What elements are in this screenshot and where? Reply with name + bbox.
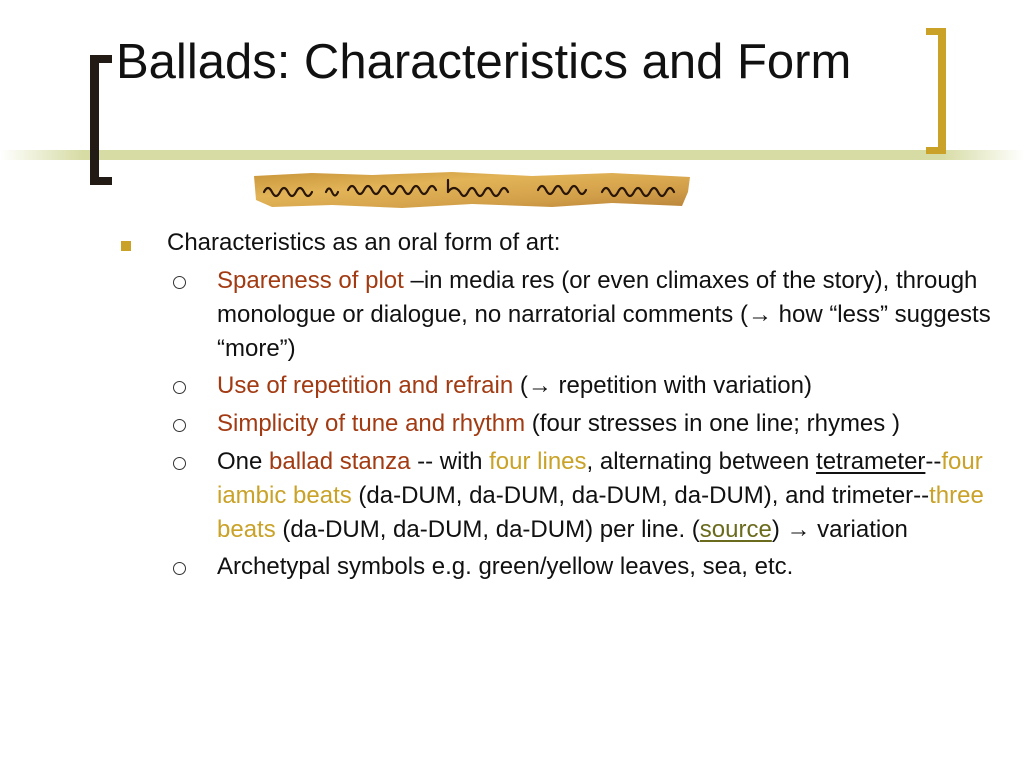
stanza-text-7: )	[771, 516, 787, 543]
sub-bullet-simplicity	[167, 407, 1010, 441]
stanza-text-4: --	[925, 448, 942, 475]
stanza-text-1: One	[217, 448, 270, 475]
sub-bullet-spareness	[167, 264, 1010, 366]
term-three-beats: three beats	[217, 482, 984, 543]
repetition-text: (	[513, 372, 528, 399]
term-simplicity: Simplicity of tune and rhythm	[217, 410, 526, 437]
stanza-text-2: -- with	[410, 448, 490, 475]
square-bullet-icon	[121, 241, 131, 251]
spareness-text-end: how “less” suggests “more”)	[217, 301, 991, 362]
manuscript-strip-image	[252, 170, 692, 210]
simplicity-text: (four stresses in one line; rhymes )	[525, 410, 900, 437]
repetition-text-end: repetition with variation)	[551, 372, 812, 399]
term-four-iambic-beats: four iambic beats	[217, 448, 983, 509]
circle-bullet-icon	[173, 562, 186, 575]
circle-bullet-icon	[173, 419, 186, 432]
term-spareness: Spareness of plot	[217, 267, 404, 294]
bullet-oral-form	[110, 226, 1010, 584]
title-rule	[0, 150, 1024, 160]
bullet-list	[110, 226, 1010, 584]
term-four-lines: four lines	[489, 448, 587, 475]
term-ballad-stanza: ballad stanza	[269, 448, 411, 475]
spareness-text: –in media res (or even climaxes of the story), through monologue or dialogue, no narratorial comments (	[217, 267, 978, 328]
term-repetition: Use of repetition and refrain	[217, 372, 514, 399]
stanza-text-6: (da-DUM, da-DUM, da-DUM) per line. (	[275, 516, 700, 543]
slide-body	[110, 226, 1010, 588]
sub-bullet-list	[167, 264, 1010, 584]
source-link[interactable]: source	[699, 516, 772, 543]
stanza-text-8: variation	[810, 516, 908, 543]
right-bracket-decoration	[926, 28, 946, 154]
term-tetrameter: tetrameter	[816, 448, 926, 475]
circle-bullet-icon	[173, 381, 186, 394]
left-bracket-decoration	[90, 55, 112, 185]
slide-title: Ballads: Characteristics and Form	[116, 35, 852, 89]
sub-bullet-archetypal	[167, 550, 1010, 584]
sub-bullet-repetition	[167, 369, 1010, 403]
right-arrow-icon: →	[527, 372, 552, 399]
right-arrow-icon: →	[747, 301, 772, 328]
archetypal-text: Archetypal symbols e.g. green/yellow leaves, sea, etc.	[217, 553, 794, 580]
sub-bullet-ballad-stanza	[167, 445, 1010, 547]
right-arrow-icon: →	[786, 516, 811, 543]
bullet-text: Characteristics as an oral form of art:	[167, 229, 561, 256]
stanza-text-3: , alternating between	[586, 448, 817, 475]
stanza-text-5: (da-DUM, da-DUM, da-DUM, da-DUM), and trimeter--	[351, 482, 930, 509]
circle-bullet-icon	[173, 276, 186, 289]
circle-bullet-icon	[173, 457, 186, 470]
